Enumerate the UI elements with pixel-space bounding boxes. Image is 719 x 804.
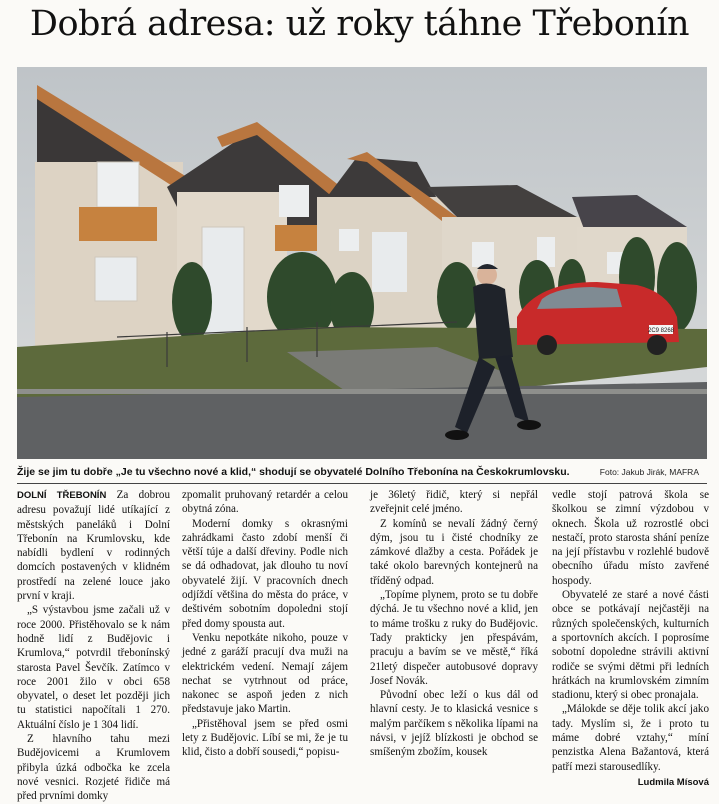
article-column-3: [370, 488, 538, 759]
caption-divider: [17, 483, 707, 484]
license-plate: 2C9 8268: [647, 328, 675, 334]
article-column-4: [552, 488, 709, 788]
caption-quote: „Je tu všechno nové a klid,“ shodují se obyvatelé Dolního Třebonína na Českokrumlovsku.: [115, 466, 570, 478]
article-column-2: [182, 488, 348, 759]
paragraph: Z komínů se nevalí žádný černý dým, jsou tu i čisté chodníky ze zámkové dlažby a cesta. Pořádek je také okolo barevných kontejnerů na tříděný odpad.: [370, 517, 538, 587]
paragraph: vedle stojí patrová škola se školkou se zimní výzdobou v oknech. Škola už rozrostlé obci nestačí, proto starosta shání peníze na její přístavbu v rozlehlé budově obecního úřadu místo zavřené hospody.: [552, 489, 709, 587]
paragraph: Původní obec leží o kus dál od hlavní cesty. Je to klasická vesnice s malým parčíkem s několika lípami na návsi, v jejíž blízkosti je obchod se smíšeným zbožím, kousek: [370, 689, 538, 759]
headline: Dobrá adresa: už roky táhne Třebonín: [29, 4, 690, 44]
author-byline: Ludmila Mísová: [637, 776, 709, 788]
paragraph: Obyvatelé ze staré a nové části obce se potkávají nejčastěji na různých společenských, kulturních a sportovních akcích. I poprosíme sobotní dopoledne strávili aktivní rodiče se svými dětmi při ledních hrátkách na krumlovském zimním stadionu, který si obec pronajala.: [552, 589, 709, 702]
article-column-1: [17, 488, 170, 803]
article-body: [17, 488, 709, 803]
paragraph: Z hlavního tahu mezi Budějovicemi a Krumlovem přibyla úzká odbočka ke zcela nové vesnici. Rozjeté řidiče má před prvními domky: [17, 733, 170, 803]
photo-caption: [17, 462, 707, 482]
paragraph: „S výstavbou jsme začali už v roce 2000. Přistěhovalo se k nám hodně lidí z Budějovic i Krumlova,“ potvrdil třebonínský starosta Pavel Ševčík. Zatímco v roce 2001 žilo v obci 658 obyvatel, o deset let později jich tu statistici napočítali 1 270. Aktuální číslo je 1 304 lidí.: [17, 604, 170, 731]
paragraph: Moderní domky s okrasnými zahrádkami často zdobí menší či větší túje a další dřeviny. Podle nich se dá odhadovat, jak dlouho tu noví obyvatelé žijí. V pracovních dnech odjíždí většina do města do práce, v deštivém sobotním dopoledni stojí před domy spousta aut.: [182, 517, 348, 630]
caption-lead: Žije se jim tu dobře: [17, 466, 113, 478]
paragraph: Venku nepotkáte nikoho, pouze v jedné z garáží pracují dva muži na elektrickém vedení. Nemají zájem nechat se vytrhnout od práce, nakonec se aspoň jeden z nich představuje jako Martin.: [182, 631, 348, 716]
paragraph: „Málokde se děje tolik akcí jako tady. Myslím si, že i proto tu máme dobré vztahy,“ míní penzistka Alena Bažantová, která patří mezi starousedlíky.: [552, 703, 709, 773]
paragraph: „Přistěhoval jsem se před osmi lety z Budějovic. Líbí se mi, že je tu klid, čisto a dobří sousedi,“ popisu-: [182, 717, 348, 759]
paragraph: „Topíme plynem, proto se tu dobře dýchá. Je tu všechno nové a klid, jen to máme trošku z ruky do Budějovic. Tady prakticky jen přespávám, pracuju a bavím se ve městě,“ říká 21letý dispečer autobusové dopravy Josef Novák.: [370, 589, 538, 687]
paragraph: DOLNÍ TŘEBONÍN Za dobrou adresu považují lidé utíkající z městských paneláků i Dolní Třebonín na Krumlovsku, kde nabídli bydlení v rodinných domcích postavených v klidném prostředí na zelené louce jako první v kraji.: [17, 489, 170, 603]
article-photo: [17, 67, 707, 459]
paragraph: je 36letý řidič, který si nepřál zveřejnit celé jméno.: [370, 489, 538, 516]
paragraph: zpomalit pruhovaný retardér a celou obytná zóna.: [182, 489, 348, 516]
photo-credit: Foto: Jakub Jirák, MAFRA: [599, 467, 699, 477]
photo-houses-man-walking-icon: [17, 67, 707, 459]
dateline: DOLNÍ TŘEBONÍN: [17, 490, 107, 501]
